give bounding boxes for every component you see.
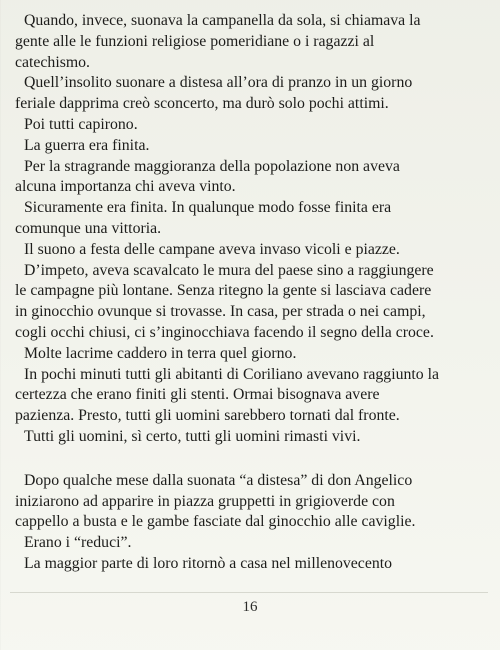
paragraph: Tutti gli uomini, sì certo, tutti gli uomini rimasti vivi. [24, 427, 361, 445]
footer-divider [10, 592, 488, 593]
paragraph: Sicuramente era finita. In qualunque modo fosse finita era comunque una vittoria. [15, 199, 392, 237]
page-number: 16 [242, 599, 258, 615]
paragraph: Quell’insolito suonare a distesa all’ora di pranzo in un giorno feriale dapprima creò sconcerto, ma durò solo pochi attimi. [15, 74, 413, 113]
paragraph: In pochi minuti tutti gli abitanti di Coriliano avevano raggiunto la certezza che erano finiti gli stenti. Ormai bisognava avere pazienza. Presto, tutti gli uomini sarebbero tornati dal fronte. [15, 365, 440, 425]
paragraph: Quando, invece, suonava la campanella da sola, si chiamava la gente alle le funzioni religiose pomeridiane o i ragazzi al catechismo. [15, 12, 421, 71]
paragraph: D’impeto, aveva scavalcato le mura del paese sino a raggiungere le campagne più lontane. Senza ritegno la gente si lasciava cadere in ginocchio ovunque si trovasse. In casa, per strada o nei campi, cogli occhi chiusi, ci s’inginocchiava facendo il segno della croce. [15, 261, 434, 341]
paragraph: Erano i “reduci”. [24, 534, 132, 552]
paragraph: Il suono a festa delle campane aveva invaso vicoli e piazze. [24, 240, 400, 258]
paragraph-spacer [15, 448, 480, 471]
paragraph: Poi tutti capirono. [24, 115, 138, 133]
paragraph: La guerra era finita. [24, 136, 150, 154]
paragraph: Per la stragrande maggioranza della popolazione non aveva alcuna importanza chi aveva vinto. [15, 157, 400, 196]
paragraph: Dopo qualche mese dalla suonata “a distesa” di don Angelico iniziarono ad apparire in piazza gruppetti in grigioverde con cappello a busta e le gambe fasciate dal ginocchio alle caviglie. [15, 471, 416, 531]
page-body-text [15, 11, 480, 575]
paragraph: Molte lacrime caddero in terra quel giorno. [24, 344, 297, 362]
paragraph: La maggior parte di loro ritornò a casa nel millenovecento [24, 554, 393, 572]
